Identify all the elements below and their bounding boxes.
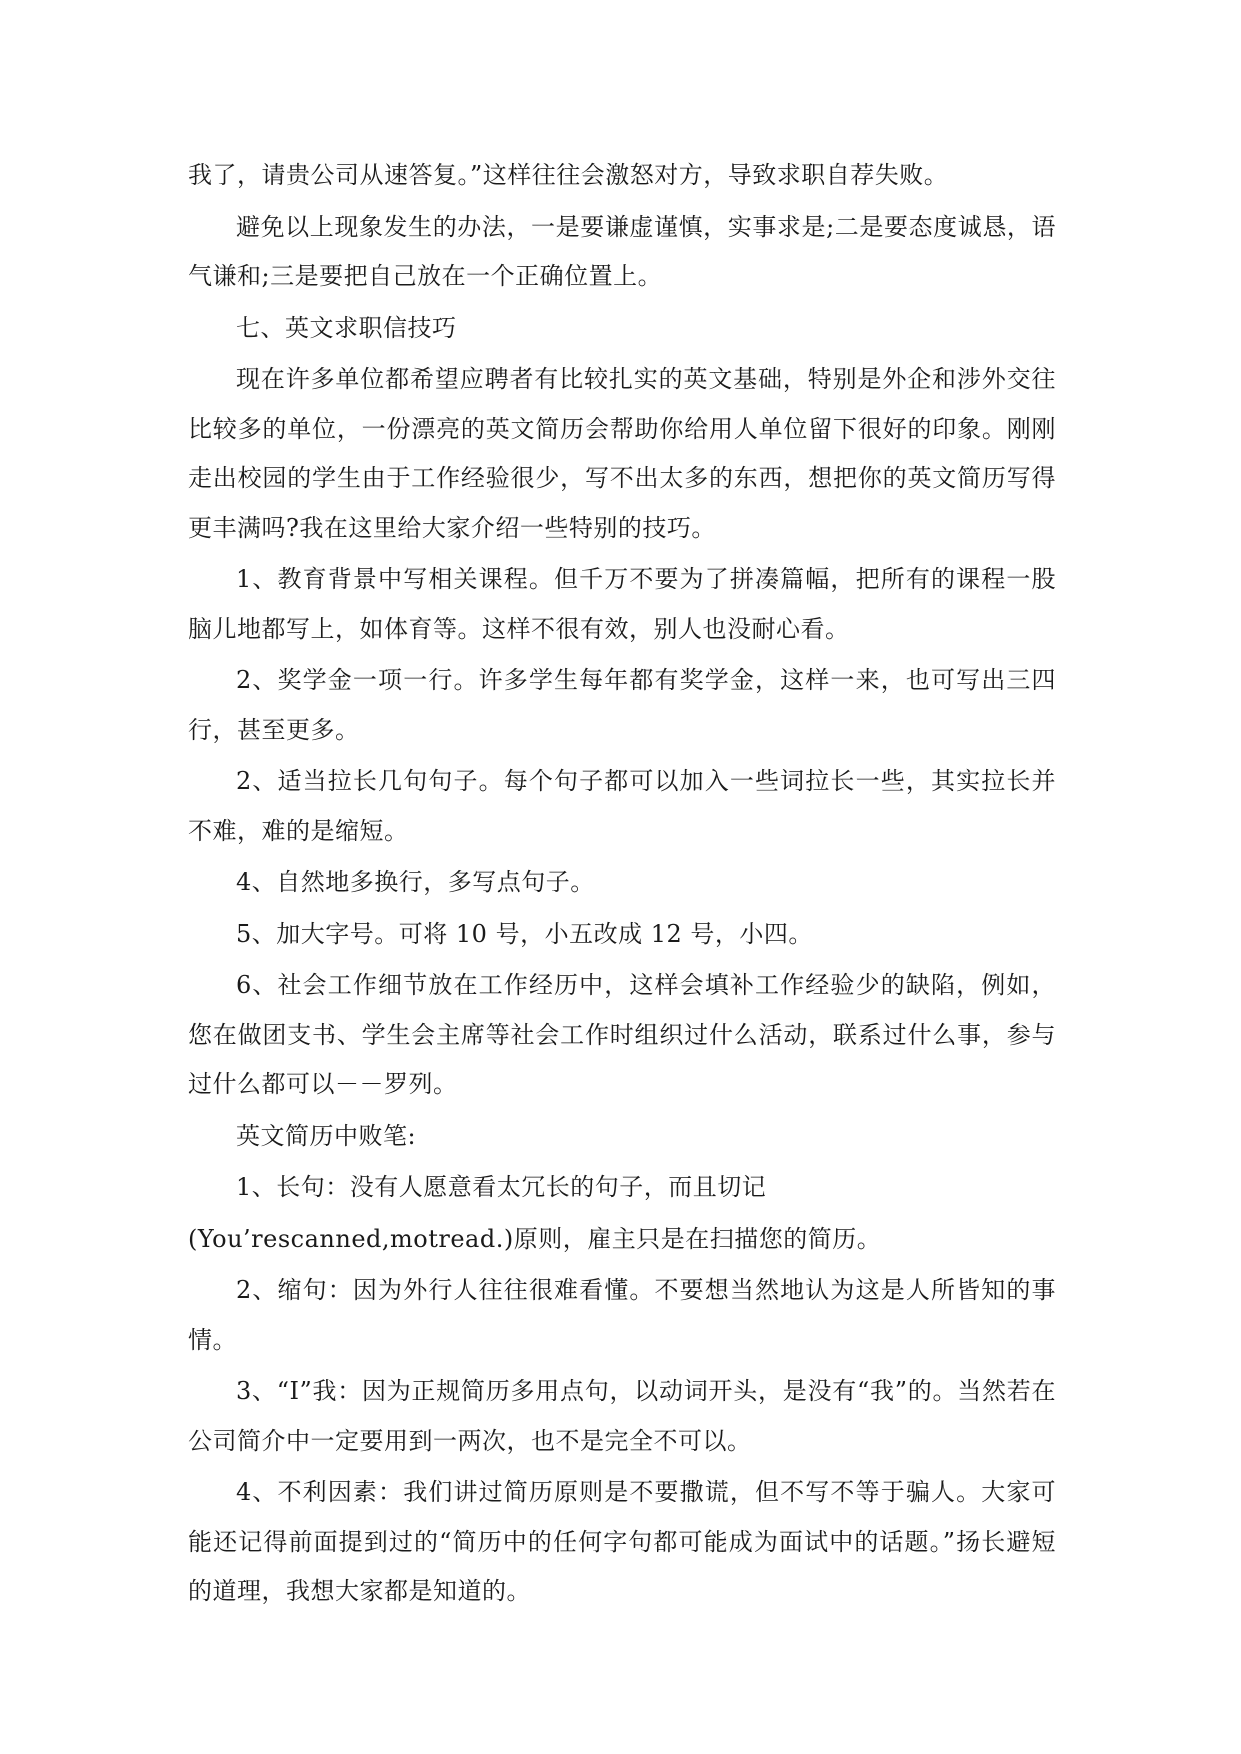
subheading-resume-mistakes: 英文简历中败笔: — [236, 1121, 417, 1150]
tip-item-scholarship: 2、奖学金一项一行。许多学生每年都有奖学金，这样一来，也可写出三四行，甚至更多。 — [188, 666, 1056, 744]
tip-item-font-size: 5、加大字号。可将 10 号，小五改成 12 号，小四。 — [236, 919, 813, 948]
mistake-item-abbreviations: 2、缩句：因为外行人往往很难看懂。不要想当然地认为这是人所皆知的事情。 — [188, 1276, 1056, 1354]
mistake-item-unfavorable-factors: 4、不利因素：我们讲过简历原则是不要撒谎，但不写不等于骗人。大家可能还记得前面提到过的“简历中的任何字句都可能成为面试中的话题。”扬长避短的道理，我想大家都是知道的。 — [188, 1478, 1056, 1605]
section-heading-english-letter-tips: 七、英文求职信技巧 — [236, 313, 457, 342]
mistake-item-long-sentences-cont: (You’rescanned,motread.)原则，雇主只是在扫描您的简历。 — [188, 1224, 882, 1253]
paragraph-english-resume-intro: 现在许多单位都希望应聘者有比较扎实的英文基础，特别是外企和涉外交往比较多的单位，一份漂亮的英文简历会帮助你给用人单位留下很好的印象。刚刚走出校园的学生由于工作经验很少，写不出太多的东西，想把你的英文简历写得更丰满吗?我在这里给大家介绍一些特别的技巧。 — [188, 365, 1056, 542]
paragraph-avoid-method: 避免以上现象发生的办法，一是要谦虚谨慎，实事求是;二是要态度诚恳，语气谦和;三是要把自己放在一个正确位置上。 — [188, 212, 1056, 290]
tip-item-lengthen-sentences: 2、适当拉长几句句子。每个句子都可以加入一些词拉长一些，其实拉长并不难，难的是缩短。 — [188, 767, 1056, 845]
tip-item-social-work: 6、社会工作细节放在工作经历中，这样会填补工作经验少的缺陷，例如，您在做团支书、学生会主席等社会工作时组织过什么活动，联系过什么事，参与过什么都可以－－罗列。 — [188, 971, 1056, 1098]
tip-item-line-breaks: 4、自然地多换行，多写点句子。 — [236, 868, 595, 896]
document-page — [188, 151, 1056, 1619]
mistake-item-using-i: 3、“I”我：因为正规简历多用点句，以动词开头，是没有“我”的。当然若在公司简介中一定要用到一两次，也不是完全不可以。 — [188, 1377, 1056, 1455]
mistake-item-long-sentences: 1、长句：没有人愿意看太冗长的句子，而且切记 — [236, 1173, 767, 1201]
tip-item-courses: 1、教育背景中写相关课程。但千万不要为了拼凑篇幅，把所有的课程一股脑儿地都写上，如体育等。这样不很有效，别人也没耐心看。 — [188, 565, 1056, 643]
paragraph-failure-ending: 我了，请贵公司从速答复。”这样往往会激怒对方，导致求职自荐失败。 — [188, 161, 949, 189]
